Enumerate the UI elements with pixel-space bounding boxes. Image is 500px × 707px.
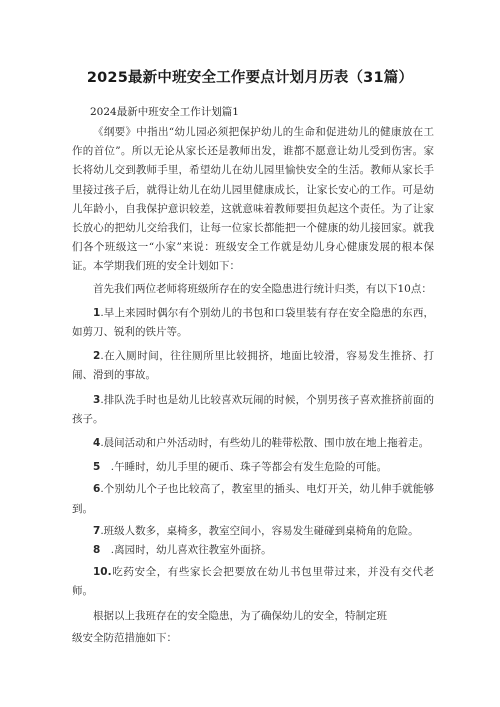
- item-number: 8: [93, 544, 101, 557]
- list-item: [72, 304, 434, 342]
- list-item: [72, 522, 434, 541]
- item-number: 10.: [93, 566, 112, 579]
- lead-in-paragraph: 首先我们两位老师将班级所存在的安全隐患进行统计归类，有以下10点：: [93, 282, 432, 295]
- list-item: [72, 480, 434, 518]
- list-item: [72, 391, 434, 429]
- list-item: [72, 563, 434, 601]
- item-text: .班级人数多，桌椅多，教室空间小，容易发生碰碰到桌椅角的危险。: [100, 524, 419, 537]
- item-text: .午睡时，幼儿手里的硬币、珠子等都会有发生危险的可能。: [100, 461, 388, 474]
- item-text: .排队洗手时也是幼儿比较喜欢玩闹的时候，个别男孩子喜欢推挤前面的孩子。: [72, 393, 434, 425]
- item-number: 1: [93, 306, 101, 319]
- closing-paragraph: 根据以上我班存在的安全隐患，为了确保幼儿的安全，特制定班: [93, 609, 387, 622]
- document-title: 2025最新中班安全工作要点计划月历表（31篇）: [86, 70, 414, 86]
- list-item: [72, 541, 434, 560]
- list-item: [72, 347, 434, 385]
- item-number: 6: [93, 483, 101, 496]
- hazard-list: [72, 304, 434, 602]
- intro-paragraph: 《纲要》中指出“幼儿园必须把保护幼儿的生命和促进幼儿的健康放在工作的首位”。所以无论从家长还是教师出发，谁都不愿意让幼儿受到伤害。家长将幼儿交到教师手里，希望幼儿在幼儿园里愉快安全的生活。教师从家长手里接过孩子后，就得让幼儿在幼儿园里健康成长，让家长安心的工作。可是幼儿年龄小，自我保护意识较差，这就意味着教师要担负起这个责任。为了让家长放心的把幼儿交给我们，让每一位家长都能把一个健康的幼儿接回家。就我们各个班级这一“小家”来说：班级安全工作就是幼儿身心健康发展的根本保证。本学期我们班的安全计划如下：: [72, 126, 434, 273]
- item-text: .个别幼儿个子也比较高了，教室里的插头、电灯开关，幼儿伸手就能够到。: [72, 483, 434, 515]
- item-number: 5: [93, 461, 101, 474]
- item-text: .早上来园时偶尔有个别幼儿的书包和口袋里装有存在安全隐患的东西，如剪刀、锐利的铁片等。: [72, 306, 434, 339]
- item-text: .在入厕时间，往往厕所里比较拥挤，地面比较滑，容易发生推挤、打闹、滑到的事故。: [72, 350, 434, 382]
- list-item: [72, 458, 434, 477]
- item-number: 7: [93, 524, 101, 537]
- list-item: [72, 434, 434, 453]
- item-number: 2: [93, 350, 101, 363]
- item-number: 3: [93, 393, 101, 406]
- closing-line: 级安全防范措施如下：: [72, 631, 177, 644]
- section-heading: 2024最新中班安全工作计划篇1: [90, 106, 239, 118]
- item-text: .离园时，幼儿喜欢往教室外面挤。: [100, 544, 272, 557]
- document-body: [72, 104, 434, 648]
- item-number: 4: [93, 437, 101, 450]
- item-text: 吃药安全，有些家长会把要放在幼儿书包里带过来，并没有交代老师。: [72, 566, 434, 598]
- item-text: .晨间活动和户外活动时，有些幼儿的鞋带松散、围巾放在地上拖着走。: [100, 437, 430, 450]
